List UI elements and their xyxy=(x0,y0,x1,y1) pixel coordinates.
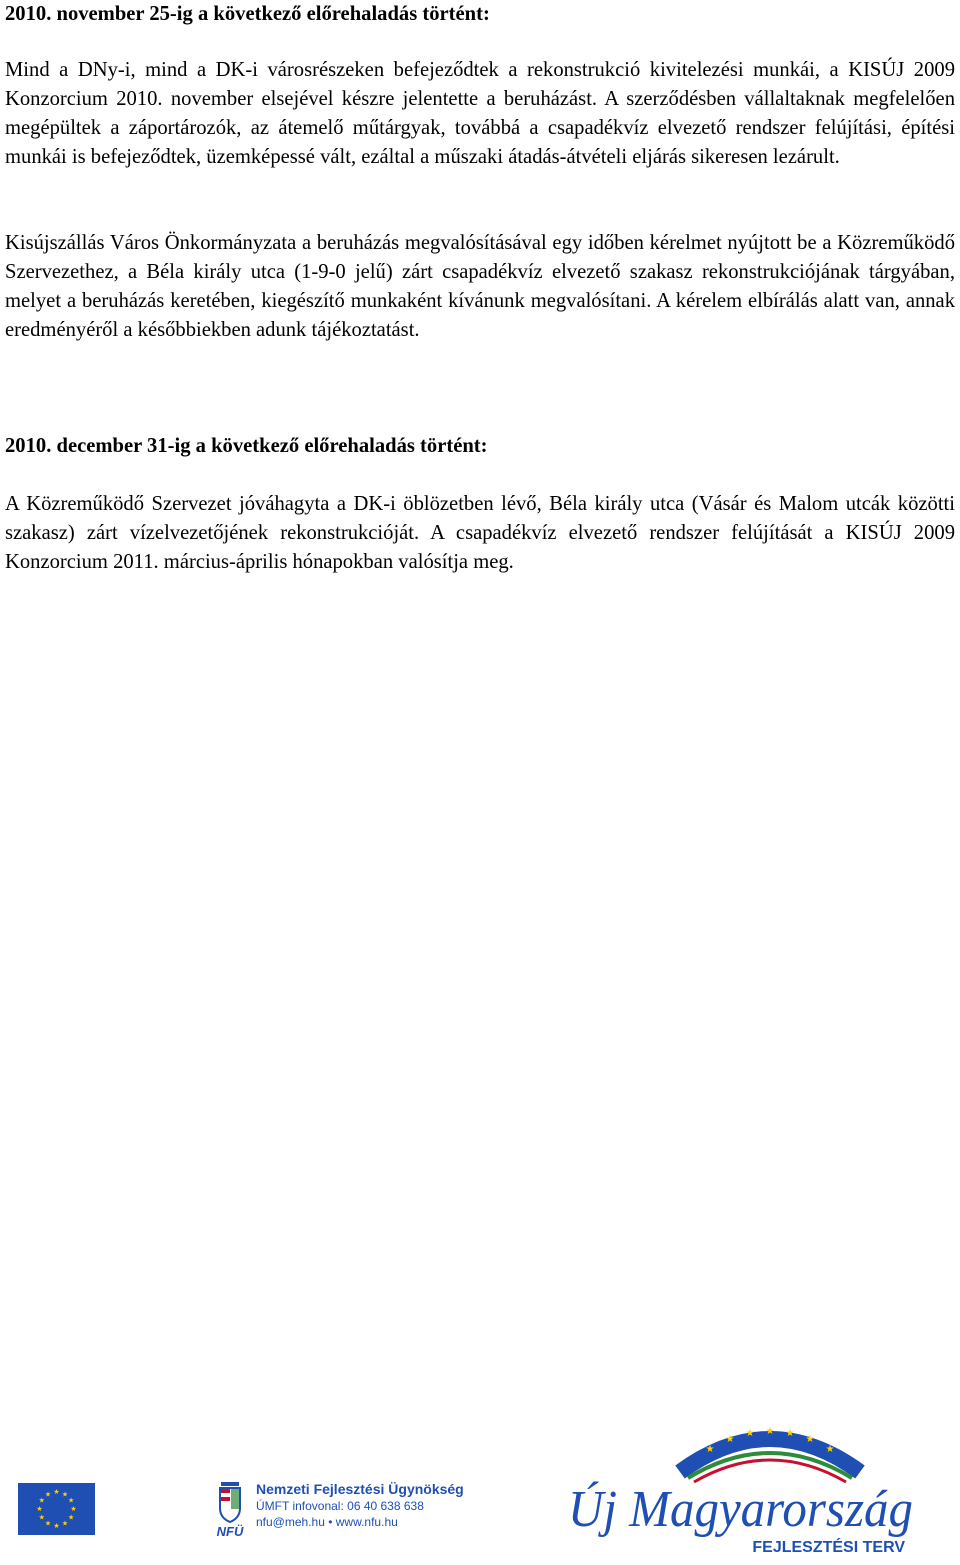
svg-text:★: ★ xyxy=(38,1496,45,1505)
um-title: Új Magyarország xyxy=(568,1481,920,1538)
nfu-contact-block xyxy=(256,1480,516,1530)
eu-flag-icon xyxy=(18,1483,95,1535)
svg-text:★: ★ xyxy=(765,1426,775,1437)
paragraph-approval: A Közreműködő Szervezet jóváhagyta a DK-i öblözetben lévő, Béla király utca (Vásár és Malom utcák közötti szakasz) zárt vízelvezetőjének rekonstrukcióját. A csapadékvíz elvezető rendszer felújítását a KISÚJ 2009 Konzorcium 2011. március-április hónapokban valósítja meg. xyxy=(5,493,955,573)
svg-text:★: ★ xyxy=(61,1519,69,1528)
svg-text:★: ★ xyxy=(70,1505,77,1513)
svg-text:★: ★ xyxy=(825,1444,835,1455)
svg-text:★: ★ xyxy=(44,1519,52,1528)
agency-name: Nemzeti Fejlesztési Ügynökség xyxy=(256,1481,464,1497)
svg-text:★: ★ xyxy=(68,1513,75,1522)
svg-text:★: ★ xyxy=(705,1444,715,1455)
svg-text:★: ★ xyxy=(745,1428,755,1439)
svg-text:★: ★ xyxy=(53,1488,60,1496)
paragraph-completion: Mind a DNy-i, mind a DK-i városrészeken befejeződtek a rekonstrukció kivitelezési munkái, a KISÚJ 2009 Konzorcium 2010. november elsejével készre jelentette a beruházást. A szerződésben vállaltaknak megfelelően megépültek a záportározók, az átemelő műtárgyak, továbbá a csapadékvíz elvezető rendszer felújítási, építési munkái is befejeződtek, üzemképessé vált, ezáltal a műszaki átadás-átvételi eljárás sikeresen lezárult. xyxy=(5,59,955,168)
infoline: ÚMFT infovonal: 06 40 638 638 xyxy=(256,1499,424,1513)
svg-text:★: ★ xyxy=(44,1490,52,1499)
nfu-coat-of-arms-icon xyxy=(212,1478,248,1540)
svg-text:★: ★ xyxy=(61,1490,69,1499)
um-subtitle: FEJLESZTÉSI TERV xyxy=(752,1539,905,1556)
footer-logos xyxy=(0,1400,960,1565)
uj-magyarorszag-logo xyxy=(560,1414,920,1559)
svg-text:★: ★ xyxy=(725,1434,735,1445)
paragraph-request: Kisújszállás Város Önkormányzata a beruházás megvalósításával egy időben kérelmet nyújtott be a Közreműködő Szervezethez, a Béla király utca (1-9-0 jelű) zárt csapadékvíz elvezető szakasz rekonstrukciójának tárgyában, melyet a beruházás keretében, kiegészítő munkaként kívánunk megvalósítani. A kérelem elbírálás alatt van, annak eredményéről a későbbiekben adunk tájékoztatást. xyxy=(5,232,955,341)
svg-text:★: ★ xyxy=(36,1505,43,1513)
contact-links: nfu@meh.hu • www.nfu.hu xyxy=(256,1515,398,1529)
nfu-mark-label: NFÜ xyxy=(216,1524,244,1539)
svg-text:★: ★ xyxy=(53,1522,60,1530)
svg-text:★: ★ xyxy=(38,1513,45,1522)
svg-text:★: ★ xyxy=(68,1496,75,1505)
section-heading-december: 2010. december 31-ig a következő előrehaladás történt: xyxy=(5,435,488,457)
svg-text:★: ★ xyxy=(785,1428,795,1439)
section-heading-november: 2010. november 25-ig a következő előrehaladás történt: xyxy=(5,3,490,25)
svg-text:★: ★ xyxy=(805,1434,815,1445)
